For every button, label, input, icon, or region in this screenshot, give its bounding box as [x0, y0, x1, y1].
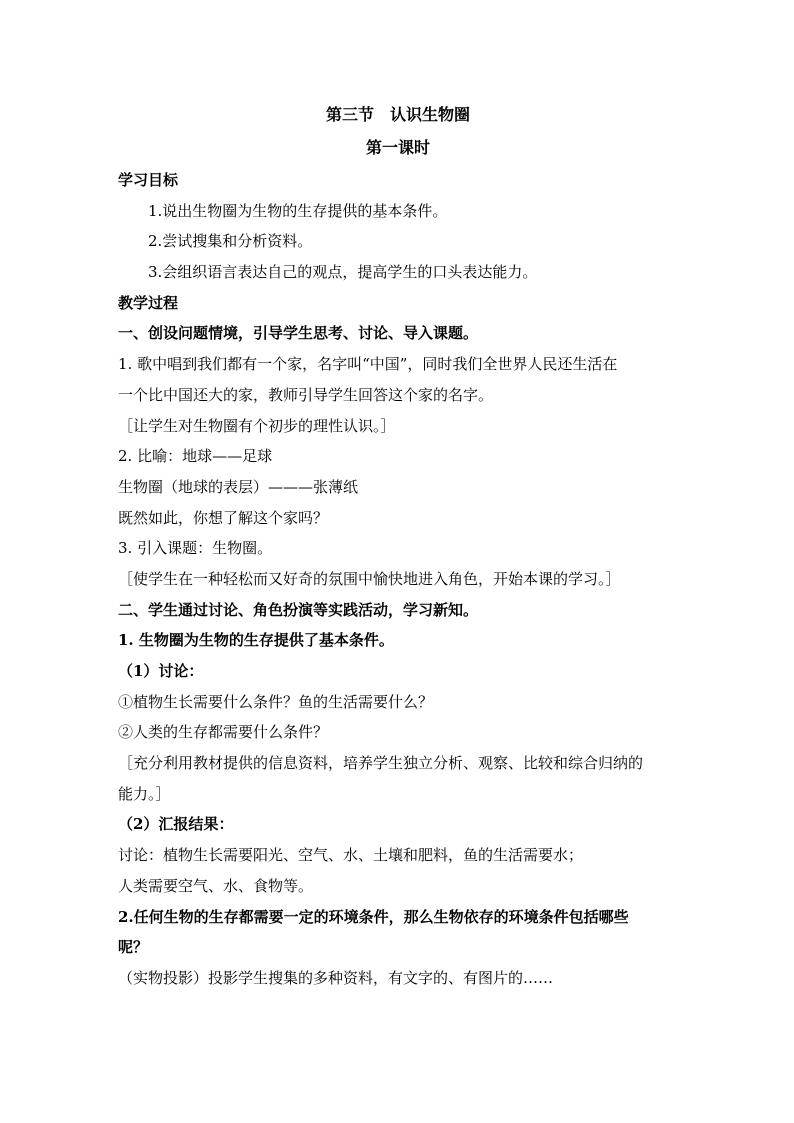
part1-heading: 一、创设问题情境，引导学生思考、讨论、导入课题。 — [118, 324, 479, 343]
part2-subheading-1: 1. 生物圈为生物的生存提供了基本条件。 — [118, 631, 394, 650]
part1-line-7: 3. 引入课题：生物圈。 — [118, 539, 273, 558]
page-subtitle: 第一课时 — [365, 138, 430, 157]
report-line-2: 人类需要空气、水、食物等。 — [118, 876, 314, 895]
part2-subheading-2b: 呢？ — [118, 938, 149, 957]
report-line-1: 讨论：植物生长需要阳光、空气、水、土壤和肥料，鱼的生活需要水； — [118, 846, 584, 865]
part1-line-5: 生物圈（地球的表层）———张薄纸 — [118, 477, 359, 496]
discuss-line-4: 能力。］ — [118, 784, 171, 803]
process-heading: 教学过程 — [118, 293, 179, 312]
discuss-label: （1）讨论： — [118, 662, 204, 680]
discuss-line-2: ②人类的生存都需要什么条件？ — [118, 723, 329, 742]
discuss-line-1: ①植物生长需要什么条件？鱼的生活需要什么？ — [118, 692, 434, 711]
part1-line-8: ［使学生在一种轻松而又好奇的氛围中愉快地进入角色，开始本课的学习。］ — [118, 569, 621, 588]
report-label: （2）汇报结果： — [118, 815, 234, 834]
objective-item-2: 2.尝试搜集和分析资料。 — [148, 232, 313, 251]
page-title: 第三节 认识生物圈 — [325, 105, 470, 124]
part1-line-4: 2. 比喻：地球——足球 — [118, 447, 273, 466]
document-content — [118, 99, 678, 994]
projection-line: （实物投影）投影学生搜集的多种资料，有文字的、有图片的…… — [118, 968, 554, 987]
part1-line-2: 一个比中国还大的家，教师引导学生回答这个家的名字。 — [118, 385, 494, 404]
discuss-line-3: ［充分利用教材提供的信息资料，培养学生独立分析、观察、比较和综合归纳的 — [118, 754, 644, 773]
objectives-heading: 学习目标 — [118, 171, 179, 189]
part1-line-6: 既然如此，你想了解这个家吗？ — [118, 508, 329, 527]
objective-item-3: 3.会组织语言表达自己的观点，提高学生的口头表达能力。 — [148, 263, 538, 282]
part2-heading: 二、学生通过讨论、角色扮演等实践活动，学习新知。 — [118, 600, 479, 619]
part1-line-3: ［让学生对生物圈有个初步的理性认识。］ — [118, 416, 396, 435]
part2-subheading-2a: 2.任何生物的生存都需要一定的环境条件，那么生物依存的环境条件包括哪些 — [118, 907, 629, 926]
objective-item-1: 1.说出生物圈为生物的生存提供的基本条件。 — [148, 201, 448, 220]
part1-line-1: 1. 歌中唱到我们都有一个家，名字叫“中国”，同时我们全世界人民还生活在 — [118, 355, 618, 374]
